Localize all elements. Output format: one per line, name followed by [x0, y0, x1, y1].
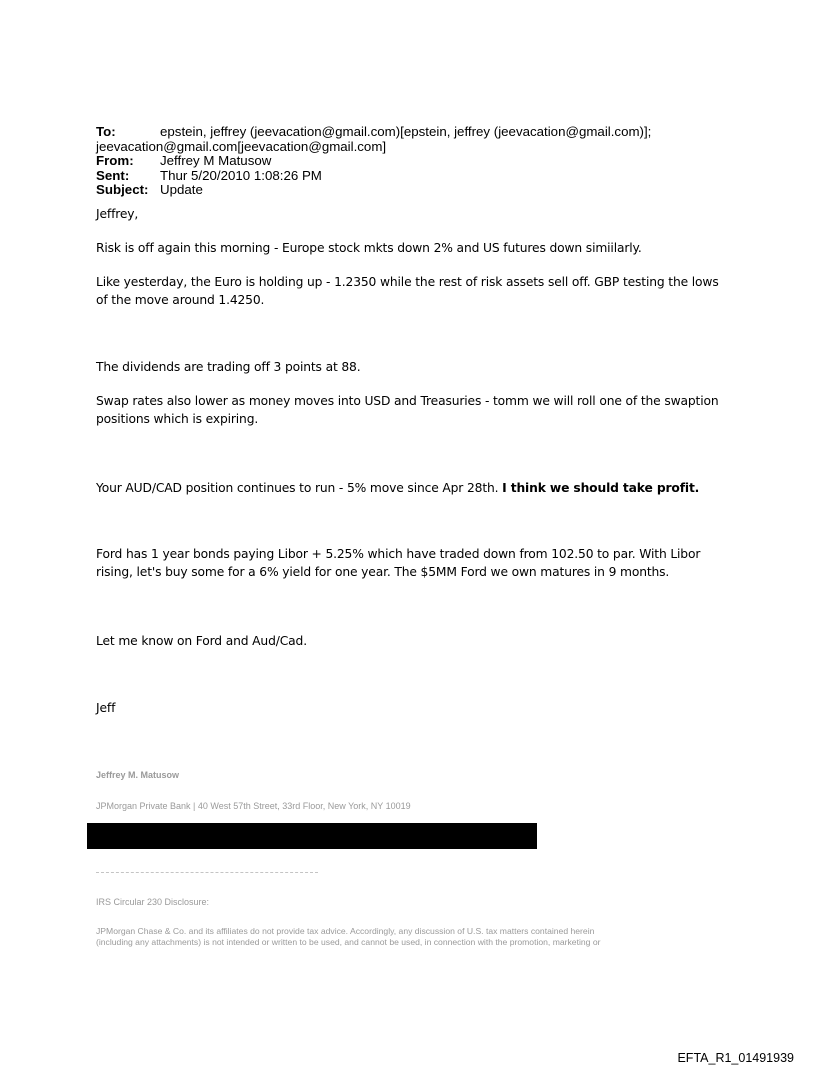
paragraph-audcad	[96, 479, 736, 497]
sent-label: Sent:	[96, 167, 130, 183]
paragraph-euro-line1: Like yesterday, the Euro is holding up - 1.2350 while the rest of risk assets sell off. GBP testing the lows	[96, 275, 719, 289]
greeting: Jeffrey,	[96, 207, 139, 221]
paragraph-swap	[96, 392, 736, 428]
paragraph-euro	[96, 273, 736, 309]
paragraph-ford	[96, 545, 736, 581]
subject-value: Update	[160, 182, 203, 198]
paragraph-risk: Risk is off again this morning - Europe stock mkts down 2% and US futures down simiilarly.	[96, 241, 642, 255]
paragraph-swap-line1: Swap rates also lower as money moves into USD and Treasuries - tomm we will roll one of the swaption	[96, 394, 719, 408]
redaction-bar	[87, 823, 537, 849]
disclosure-line1: JPMorgan Chase & Co. and its affiliates do not provide tax advice. Accordingly, any discussion of U.S. tax matters contained herein	[96, 926, 595, 936]
subject-row	[96, 183, 736, 198]
to-label: To:	[96, 124, 116, 139]
from-label: From:	[96, 153, 134, 169]
signature-name: Jeffrey M. Matusow	[96, 770, 180, 780]
from-row	[96, 154, 736, 169]
paragraph-ford-line1: Ford has 1 year bonds paying Libor + 5.25% which have traded down from 102.50 to par. With Libor	[96, 547, 701, 561]
paragraph-euro-line2: of the move around 1.4250.	[96, 293, 265, 307]
to-value-line1: epstein, jeffrey (jeevacation@gmail.com)[epstein, jeffrey (jeevacation@gmail.com)];	[160, 124, 652, 139]
subject-label: Subject:	[96, 182, 149, 198]
paragraph-audcad-text: Your AUD/CAD position continues to run - 5% move since Apr 28th.	[96, 481, 503, 495]
sent-row	[96, 169, 736, 184]
signature-address: JPMorgan Private Bank | 40 West 57th Street, 33rd Floor, New York, NY 10019	[96, 801, 411, 811]
email-header	[96, 125, 736, 198]
paragraph-let-me-know: Let me know on Ford and Aud/Cad.	[96, 634, 307, 648]
paragraph-swap-line2: positions which is expiring.	[96, 412, 259, 426]
sent-value: Thur 5/20/2010 1:08:26 PM	[160, 167, 322, 183]
to-row	[96, 125, 736, 140]
paragraph-dividends: The dividends are trading off 3 points at 88.	[96, 360, 361, 374]
disclosure-title: IRS Circular 230 Disclosure:	[96, 897, 210, 907]
paragraph-ford-line2: rising, let's buy some for a 6% yield for one year. The $5MM Ford we own matures in 9 months.	[96, 565, 670, 579]
paragraph-audcad-bold: I think we should take profit.	[502, 481, 700, 495]
disclosure-text	[96, 926, 706, 947]
from-value: Jeffrey M Matusow	[160, 153, 272, 169]
closing-name: Jeff	[96, 701, 116, 715]
disclosure-line2: (including any attachments) is not intended or written to be used, and cannot be used, in connection with the promotion, marketing or	[96, 936, 601, 947]
document-id: EFTA_R1_01491939	[677, 1051, 794, 1065]
to-value-line2: jeevacation@gmail.com[jeevacation@gmail.com]	[96, 138, 387, 154]
disclosure-divider	[96, 872, 318, 873]
